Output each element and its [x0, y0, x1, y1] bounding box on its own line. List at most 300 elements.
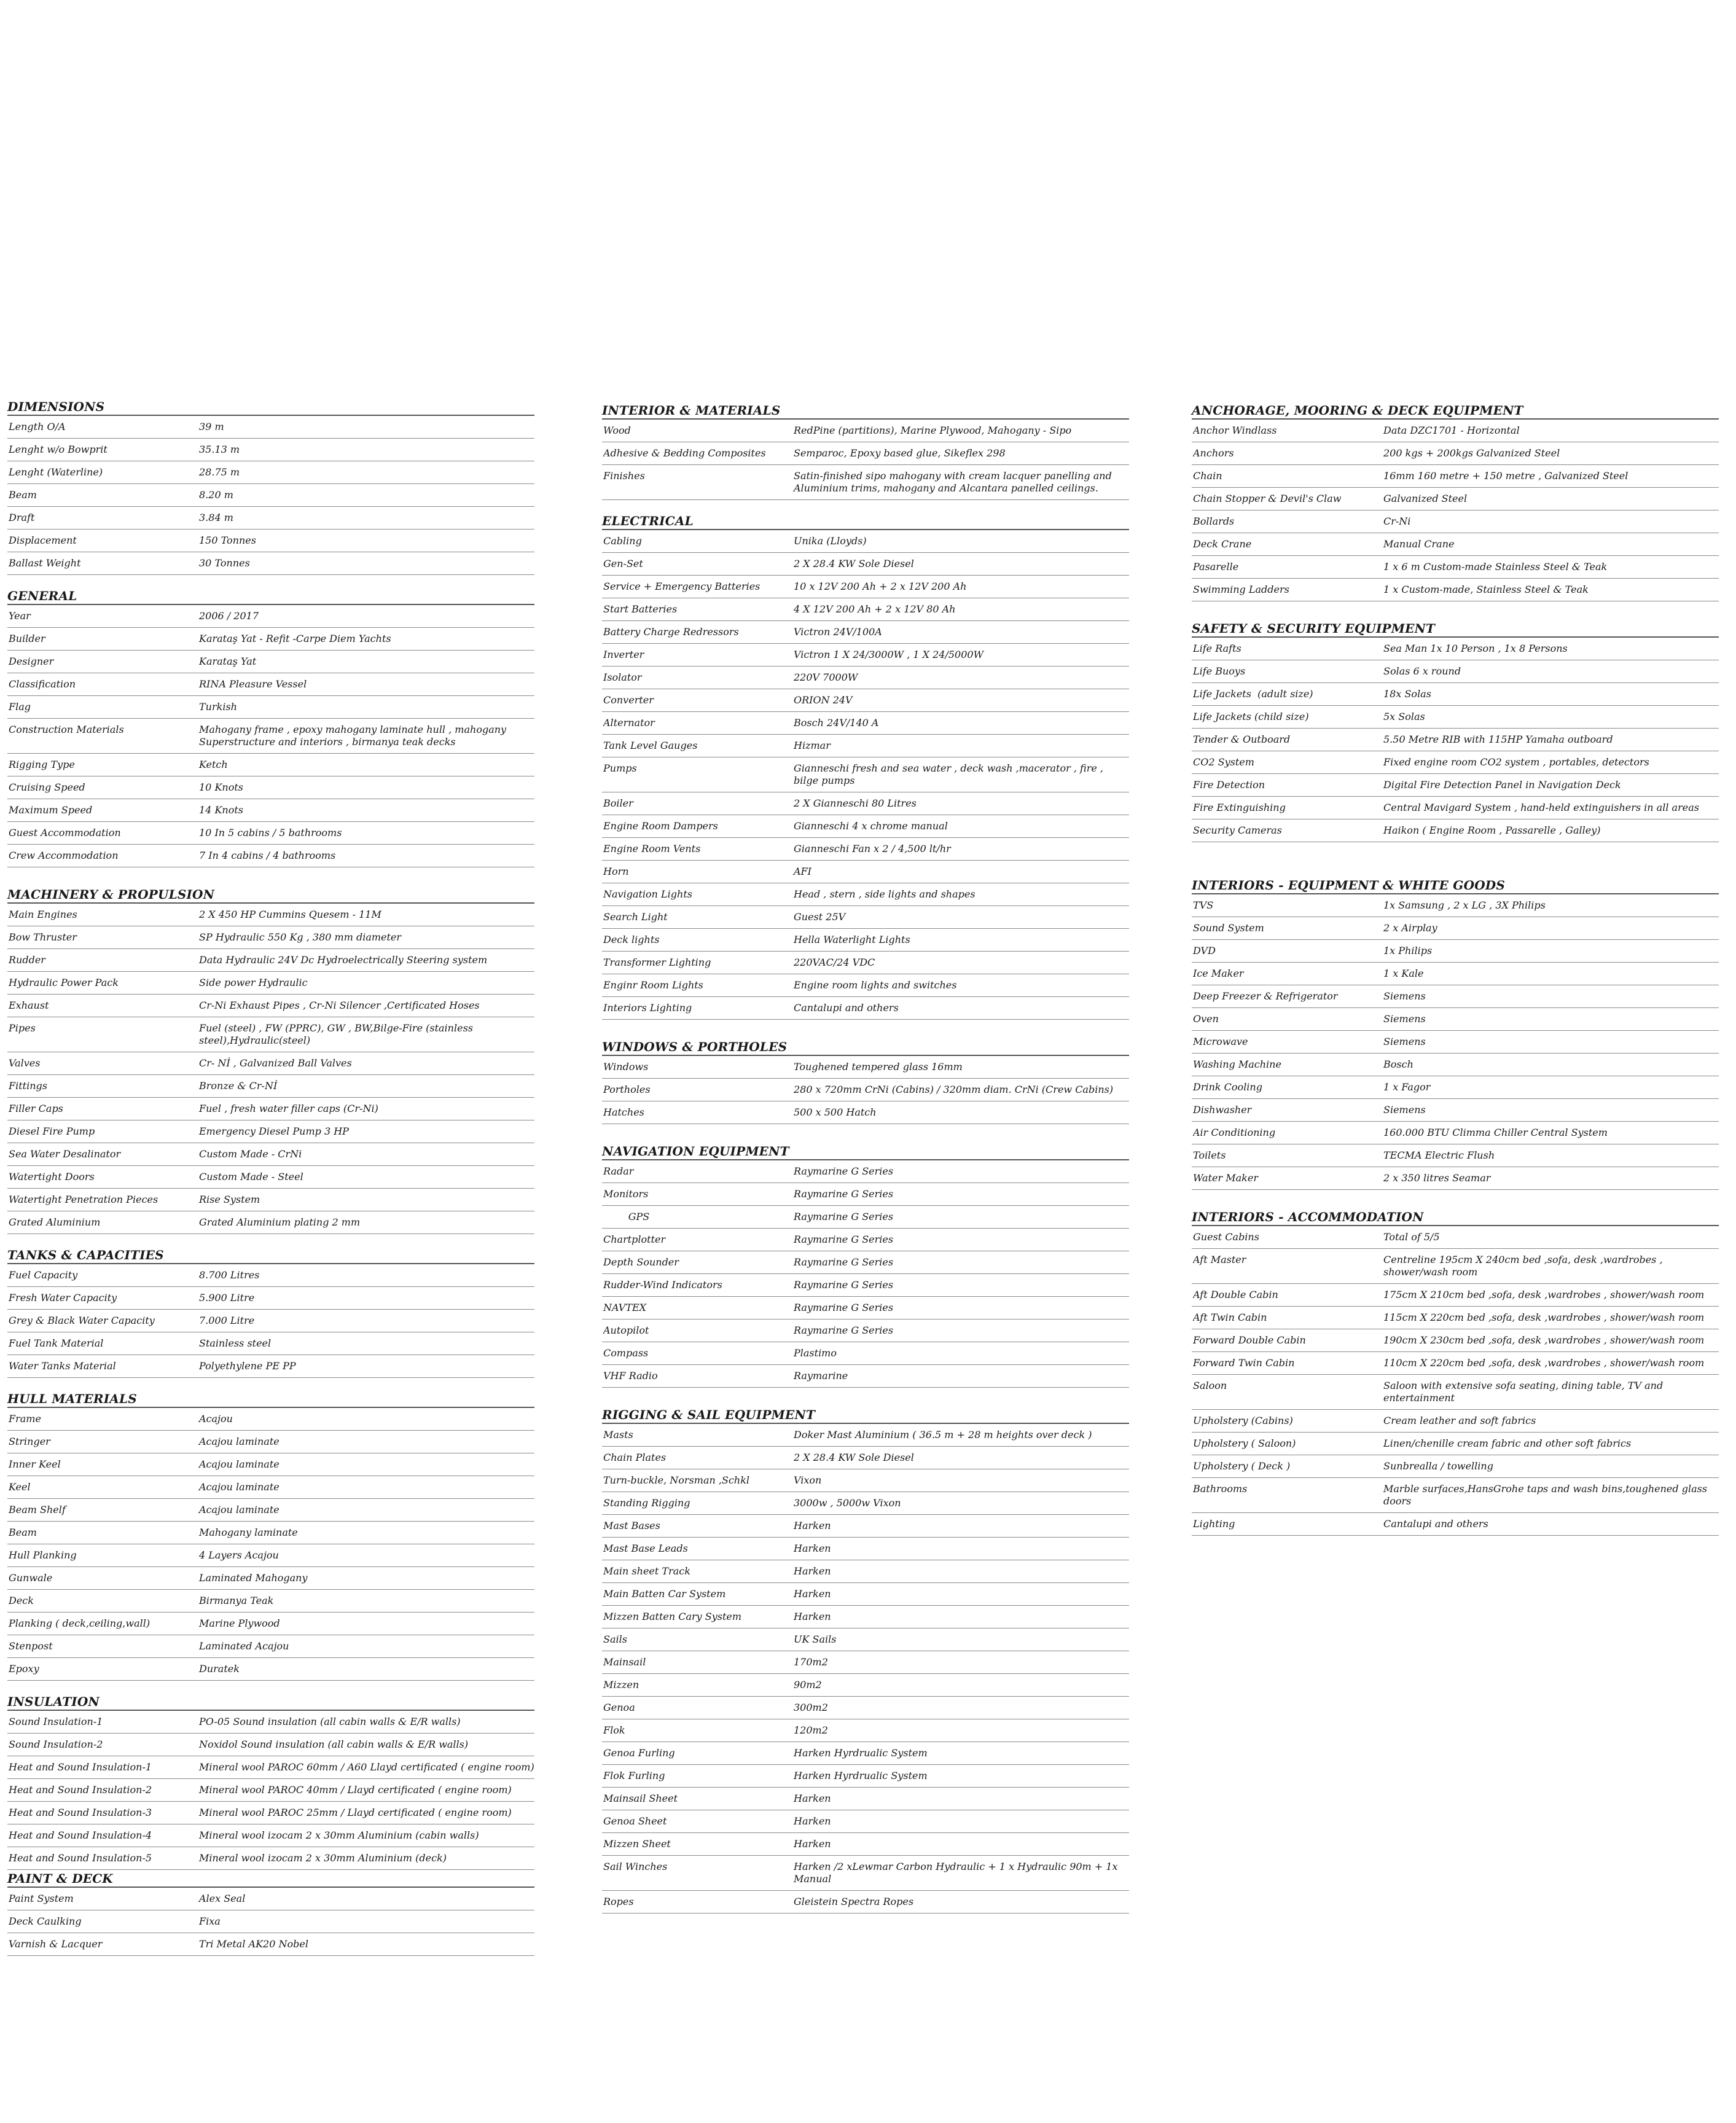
- spec-label: Masts: [603, 1429, 633, 1441]
- spec-row: [7, 696, 534, 719]
- spec-row: [1192, 465, 1719, 488]
- spec-label: Fuel Capacity: [9, 1269, 78, 1281]
- spec-label: Isolator: [603, 671, 642, 683]
- spec-row: [7, 1635, 534, 1658]
- spec-value: 2 X 28.4 KW Sole Diesel: [794, 1452, 914, 1463]
- spec-row: [7, 1779, 534, 1802]
- spec-row: [7, 1544, 534, 1567]
- spec-label: Paint System: [9, 1893, 74, 1904]
- spec-label: Varnish & Lacquer: [9, 1938, 103, 1950]
- spec-row: [7, 1098, 534, 1120]
- spec-value: Vixon: [794, 1474, 822, 1486]
- spec-rows: [7, 1711, 534, 1870]
- spec-value: Raymarine G Series: [794, 1279, 894, 1291]
- spec-label: Exhaust: [9, 999, 49, 1011]
- spec-row: [602, 997, 1129, 1020]
- spec-value: Linen/chenille cream fabric and other soft fabrics: [1383, 1437, 1632, 1449]
- spec-value: Guest 25V: [794, 911, 846, 923]
- spec-rows: [602, 1160, 1129, 1388]
- spec-value: Galvanized Steel: [1383, 493, 1468, 504]
- section-title: NAVIGATION EQUIPMENT: [602, 1143, 1129, 1160]
- spec-label: Life Buoys: [1193, 665, 1246, 677]
- spec-value: 170m2: [794, 1656, 828, 1668]
- spec-label: Hydraulic Power Pack: [9, 977, 119, 988]
- spec-value: Saloon with extensive sofa seating, dining table, TV and entertainment: [1383, 1380, 1664, 1404]
- section-windows-portholes: [602, 1038, 1129, 1124]
- spec-label: Toilets: [1193, 1149, 1226, 1161]
- spec-value: Sea Man 1x 10 Person , 1x 8 Persons: [1383, 643, 1568, 654]
- spec-row: [1192, 1307, 1719, 1329]
- spec-row: [7, 1017, 534, 1052]
- spec-row: [602, 1342, 1129, 1365]
- spec-label: Genoa Sheet: [603, 1815, 667, 1827]
- spec-value: Satin-finished sipo mahogany with cream lacquer panelling and Aluminium trims, mahogany and Alcantara panelled ceilings.: [794, 470, 1112, 494]
- spec-row: [7, 1590, 534, 1613]
- spec-rows: [1192, 420, 1719, 601]
- spec-label: Sound Insulation-2: [9, 1738, 103, 1750]
- spec-row: [1192, 1433, 1719, 1455]
- spec-row: [1192, 1410, 1719, 1433]
- spec-label: Anchor Windlass: [1193, 424, 1277, 436]
- spec-label: Epoxy: [9, 1663, 39, 1675]
- spec-label: Flag: [9, 701, 31, 713]
- spec-value: Laminated Acajou: [199, 1640, 289, 1652]
- spec-value: Digital Fire Detection Panel in Navigation Deck: [1383, 779, 1621, 791]
- spec-value: Doker Mast Aluminium ( 36.5 m + 28 m heights over deck ): [794, 1429, 1092, 1441]
- spec-label: Heat and Sound Insulation-5: [9, 1852, 152, 1864]
- section-title: DIMENSIONS: [7, 398, 534, 416]
- spec-row: [7, 1522, 534, 1544]
- spec-row: [7, 1332, 534, 1355]
- spec-row: [7, 904, 534, 926]
- spec-row: [602, 1765, 1129, 1788]
- spec-label: Bow Thruster: [9, 931, 77, 943]
- spec-label: Radar: [603, 1165, 634, 1177]
- spec-row: [602, 1229, 1129, 1251]
- spec-value: Harken Hyrdrualic System: [794, 1770, 928, 1781]
- spec-value: Hella Waterlight Lights: [794, 934, 910, 945]
- spec-value: Siemens: [1383, 1104, 1426, 1116]
- spec-label: Search Light: [603, 911, 668, 923]
- spec-label: Genoa: [603, 1702, 635, 1713]
- spec-label: Main Batten Car System: [603, 1588, 726, 1600]
- spec-value: Toughened tempered glass 16mm: [794, 1061, 963, 1073]
- spec-value: 5x Solas: [1383, 711, 1425, 722]
- spec-row: [7, 1166, 534, 1189]
- section-title: MACHINERY & PROPULSION: [7, 886, 534, 904]
- spec-value: PO-05 Sound insulation (all cabin walls & E/R walls): [199, 1716, 461, 1727]
- spec-row: [1192, 1008, 1719, 1031]
- spec-row: [7, 605, 534, 628]
- section-tanks-capacities: [7, 1246, 534, 1378]
- spec-value: Custom Made - Steel: [199, 1171, 303, 1183]
- spec-row: [7, 461, 534, 484]
- spec-row: [602, 1606, 1129, 1628]
- spec-value: Head , stern , side lights and shapes: [794, 888, 976, 900]
- spec-label: Washing Machine: [1193, 1058, 1281, 1070]
- spec-row: [7, 1847, 534, 1870]
- spec-label: Chain Plates: [603, 1452, 667, 1463]
- section-title: INTERIORS - ACCOMMODATION: [1192, 1208, 1719, 1226]
- spec-value: Cr-Ni: [1383, 515, 1411, 527]
- spec-row: [602, 929, 1129, 952]
- spec-row: [7, 1075, 534, 1098]
- spec-row: [1192, 917, 1719, 940]
- spec-value: 4 Layers Acajou: [199, 1549, 279, 1561]
- spec-row: [602, 442, 1129, 465]
- spec-label: Forward Twin Cabin: [1193, 1357, 1295, 1369]
- spec-row: [7, 1264, 534, 1287]
- spec-row: [602, 1538, 1129, 1560]
- spec-label: Planking ( deck,ceiling,wall): [9, 1617, 151, 1629]
- spec-value: Marble surfaces,HansGrohe taps and wash bins,toughened glass doors: [1383, 1483, 1708, 1507]
- spec-value: 30 Tonnes: [199, 557, 250, 569]
- spec-rows: [1192, 1226, 1719, 1536]
- spec-value: Cantalupi and others: [794, 1002, 899, 1014]
- spec-row: [1192, 894, 1719, 917]
- spec-label: Forward Double Cabin: [1193, 1334, 1306, 1346]
- spec-rows: [7, 904, 534, 1234]
- spec-value: 8.20 m: [199, 489, 233, 501]
- spec-value: Bosch 24V/140 A: [794, 717, 879, 729]
- spec-label: Tender & Outboard: [1193, 733, 1291, 745]
- spec-row: [602, 1891, 1129, 1914]
- section-anchorage-mooring: [1192, 402, 1719, 601]
- spec-rows: [1192, 638, 1719, 842]
- spec-label: Heat and Sound Insulation-2: [9, 1784, 152, 1796]
- section-title: ANCHORAGE, MOORING & DECK EQUIPMENT: [1192, 402, 1719, 420]
- spec-label: Genoa Furling: [603, 1747, 675, 1759]
- spec-row: [602, 861, 1129, 883]
- section-title: INTERIORS - EQUIPMENT & WHITE GOODS: [1192, 877, 1719, 894]
- spec-value: Grated Aluminium plating 2 mm: [199, 1216, 361, 1228]
- spec-label: Hatches: [603, 1106, 644, 1118]
- spec-label: Fuel Tank Material: [9, 1337, 104, 1349]
- spec-label: Hull Planking: [9, 1549, 77, 1561]
- spec-row: [1192, 660, 1719, 683]
- spec-row: [7, 552, 534, 575]
- spec-value: Bronze & Cr-Nİ: [199, 1080, 278, 1092]
- spec-value: Hizmar: [794, 740, 831, 751]
- spec-row: [602, 883, 1129, 906]
- spec-label: Autopilot: [603, 1324, 649, 1336]
- spec-label: Engine Room Vents: [603, 843, 701, 854]
- spec-label: Stenpost: [9, 1640, 53, 1652]
- spec-value: Harken: [794, 1815, 831, 1827]
- spec-rows: [602, 1056, 1129, 1124]
- spec-label: Cruising Speed: [9, 781, 85, 793]
- spec-label: Crew Accommodation: [9, 850, 119, 861]
- spec-row: [7, 754, 534, 776]
- spec-row: [1192, 940, 1719, 963]
- spec-row: [7, 776, 534, 799]
- spec-row: [1192, 420, 1719, 442]
- spec-value: 10 Knots: [199, 781, 243, 793]
- spec-value: Mineral wool PAROC 25mm / Llayd certificated ( engine room): [199, 1807, 512, 1818]
- spec-row: [7, 484, 534, 507]
- spec-label: Guest Cabins: [1193, 1231, 1259, 1243]
- spec-label: Maximum Speed: [9, 804, 93, 816]
- section-title: GENERAL: [7, 587, 534, 605]
- section-navigation-equipment: [602, 1143, 1129, 1388]
- spec-row: [602, 1651, 1129, 1674]
- section-hull-materials: [7, 1390, 534, 1681]
- spec-value: 300m2: [794, 1702, 828, 1713]
- spec-value: Siemens: [1383, 1036, 1426, 1047]
- spec-label: Valves: [9, 1057, 41, 1069]
- spec-label: Beam: [9, 1527, 37, 1538]
- spec-row: [1192, 638, 1719, 660]
- spec-label: Bollards: [1193, 515, 1235, 527]
- spec-value: Duratek: [199, 1663, 240, 1675]
- spec-rows: [602, 1424, 1129, 1914]
- spec-value: Engine room lights and switches: [794, 979, 957, 991]
- spec-value: 200 kgs + 200kgs Galvanized Steel: [1383, 447, 1560, 459]
- spec-value: 2 x 350 litres Seamar: [1383, 1172, 1491, 1184]
- spec-row: [7, 1824, 534, 1847]
- spec-row: [602, 757, 1129, 792]
- spec-value: Raymarine G Series: [794, 1324, 894, 1336]
- spec-row: [7, 822, 534, 845]
- section-interior-materials: [602, 402, 1129, 500]
- spec-label: Guest Accommodation: [9, 827, 121, 839]
- spec-value: 7 In 4 cabins / 4 bathrooms: [199, 850, 336, 861]
- spec-value: Fuel , fresh water filler caps (Cr-Ni): [199, 1103, 378, 1114]
- spec-value: Centreline 195cm X 240cm bed ,sofa, desk ,wardrobes , shower/wash room: [1383, 1254, 1663, 1278]
- spec-label: Life Jackets (child size): [1193, 711, 1309, 722]
- spec-row: [602, 689, 1129, 712]
- spec-value: Manual Crane: [1383, 538, 1455, 550]
- spec-value: Gianneschi 4 x chrome manual: [794, 820, 948, 832]
- spec-label: Sound System: [1193, 922, 1264, 934]
- spec-value: Ketch: [199, 759, 228, 770]
- section-title: WINDOWS & PORTHOLES: [602, 1038, 1129, 1056]
- spec-label: Security Cameras: [1193, 824, 1282, 836]
- spec-row: [602, 1674, 1129, 1697]
- spec-row: [602, 1697, 1129, 1719]
- spec-row: [7, 1052, 534, 1075]
- spec-row: [1192, 1478, 1719, 1513]
- spec-value: Haikon ( Engine Room , Passarelle , Galley): [1383, 824, 1601, 836]
- spec-row: [602, 1469, 1129, 1492]
- spec-label: Classification: [9, 678, 76, 690]
- spec-row: [602, 644, 1129, 667]
- spec-row: [7, 1613, 534, 1635]
- spec-value: Fixa: [199, 1915, 221, 1927]
- spec-value: Unika (Lloyds): [794, 535, 867, 547]
- spec-value: 2 X 450 HP Cummins Quesem - 11M: [199, 909, 381, 920]
- spec-label: Upholstery (Cabins): [1193, 1415, 1293, 1426]
- spec-value: Fixed engine room CO2 system , portables, detectors: [1383, 756, 1649, 768]
- spec-label: Turn-buckle, Norsman ,Schkl: [603, 1474, 750, 1486]
- spec-value: 7.000 Litre: [199, 1315, 255, 1326]
- spec-row: [602, 1274, 1129, 1297]
- spec-value: Data DZC1701 - Horizontal: [1383, 424, 1520, 436]
- spec-value: Gianneschi fresh and sea water , deck wash ,macerator , fire , bilge pumps: [794, 762, 1103, 786]
- spec-row: [1192, 1249, 1719, 1284]
- spec-label: Mainsail: [603, 1656, 646, 1668]
- spec-row: [1192, 819, 1719, 842]
- spec-label: Navigation Lights: [603, 888, 692, 900]
- spec-row: [7, 1499, 534, 1522]
- spec-row: [602, 1206, 1129, 1229]
- spec-row: [1192, 1455, 1719, 1478]
- spec-label: Stringer: [9, 1436, 50, 1447]
- spec-value: Cr-Ni Exhaust Pipes , Cr-Ni Silencer ,Certificated Hoses: [199, 999, 480, 1011]
- spec-value: Solas 6 x round: [1383, 665, 1461, 677]
- spec-row: [602, 667, 1129, 689]
- spec-label: Mast Bases: [603, 1520, 660, 1531]
- spec-value: Custom Made - CrNi: [199, 1148, 302, 1160]
- spec-rows: [7, 416, 534, 575]
- spec-value: Emergency Diesel Pump 3 HP: [199, 1125, 349, 1137]
- spec-value: 18x Solas: [1383, 688, 1431, 700]
- spec-label: Designer: [9, 655, 54, 667]
- spec-row: [602, 1183, 1129, 1206]
- spec-row: [602, 1742, 1129, 1765]
- spec-row: [602, 712, 1129, 735]
- spec-label: Mizzen: [603, 1679, 639, 1691]
- spec-label: Pasarelle: [1193, 561, 1239, 573]
- spec-row: [1192, 1167, 1719, 1190]
- spec-value: Mineral wool izocam 2 x 30mm Aluminium (deck): [199, 1852, 447, 1864]
- spec-row: [7, 1734, 534, 1756]
- spec-label: Draft: [9, 512, 35, 523]
- spec-value: Harken: [794, 1565, 831, 1577]
- spec-value: Raymarine G Series: [794, 1302, 894, 1313]
- spec-label: Horn: [603, 866, 629, 877]
- spec-row: [7, 673, 534, 696]
- section-paint-deck: [7, 1870, 534, 1956]
- spec-row: [7, 651, 534, 673]
- spec-value: 35.13 m: [199, 444, 240, 455]
- spec-row: [7, 1756, 534, 1779]
- spec-row: [602, 1056, 1129, 1079]
- spec-label: Flok: [603, 1724, 625, 1736]
- spec-value: Mahogany frame , epoxy mahogany laminate hull , mahogany Superstructure and interiors , birmanya teak decks: [199, 724, 507, 748]
- spec-label: Ballast Weight: [9, 557, 81, 569]
- spec-row: [602, 1515, 1129, 1538]
- spec-value: Harken: [794, 1611, 831, 1622]
- spec-row: [7, 1189, 534, 1211]
- spec-row: [7, 416, 534, 439]
- spec-label: Length O/A: [9, 421, 66, 432]
- spec-value: 1x Samsung , 2 x LG , 3X Philips: [1383, 899, 1546, 911]
- spec-value: Cr- Nİ , Galvanized Ball Valves: [199, 1057, 352, 1069]
- spec-label: Pumps: [603, 762, 637, 774]
- spec-value: 220V 7000W: [794, 671, 858, 683]
- spec-row: [1192, 774, 1719, 797]
- spec-label: Wood: [603, 424, 631, 436]
- spec-value: 5.900 Litre: [199, 1292, 255, 1304]
- spec-row: [1192, 579, 1719, 601]
- spec-row: [602, 1583, 1129, 1606]
- spec-label: Lenght w/o Bowprit: [9, 444, 108, 455]
- spec-value: Fuel (steel) , FW (PPRC), GW , BW,Bilge-Fire (stainless steel),Hydraulic(steel): [199, 1022, 473, 1046]
- spec-label: Displacement: [9, 534, 77, 546]
- spec-label: Alternator: [603, 717, 655, 729]
- spec-label: Beam: [9, 489, 37, 501]
- spec-label: Builder: [9, 633, 45, 644]
- spec-label: Fire Extinguishing: [1193, 802, 1286, 813]
- spec-row: [602, 465, 1129, 500]
- spec-row: [602, 1079, 1129, 1101]
- spec-row: [1192, 1352, 1719, 1375]
- spec-value: Victron 1 X 24/3000W , 1 X 24/5000W: [794, 649, 984, 660]
- spec-value: Harken Hyrdrualic System: [794, 1747, 928, 1759]
- spec-row: [602, 553, 1129, 576]
- spec-row: [1192, 985, 1719, 1008]
- spec-row: [602, 906, 1129, 929]
- spec-row: [602, 1788, 1129, 1810]
- section-title: INTERIOR & MATERIALS: [602, 402, 1129, 420]
- spec-label: Microwave: [1193, 1036, 1248, 1047]
- spec-label: Ropes: [603, 1896, 634, 1907]
- spec-label: Main Engines: [9, 909, 77, 920]
- spec-label: Gen-Set: [603, 558, 643, 569]
- spec-row: [1192, 1375, 1719, 1410]
- spec-label: Watertight Penetration Pieces: [9, 1194, 158, 1205]
- spec-label: Inner Keel: [9, 1458, 61, 1470]
- spec-value: 115cm X 220cm bed ,sofa, desk ,wardrobes , shower/wash room: [1383, 1312, 1705, 1323]
- spec-row: [7, 719, 534, 754]
- section-title: TANKS & CAPACITIES: [7, 1246, 534, 1264]
- spec-label: TVS: [1193, 899, 1214, 911]
- spec-value: 90m2: [794, 1679, 822, 1691]
- spec-label: Mast Base Leads: [603, 1542, 688, 1554]
- spec-value: Plastimo: [794, 1347, 837, 1359]
- spec-value: 500 x 500 Hatch: [794, 1106, 877, 1118]
- spec-label: Adhesive & Bedding Composites: [603, 447, 766, 459]
- spec-value: Acajou laminate: [199, 1436, 280, 1447]
- spec-value: SP Hydraulic 550 Kg , 380 mm diameter: [199, 931, 402, 943]
- section-title: HULL MATERIALS: [7, 1390, 534, 1408]
- spec-label: Depth Sounder: [603, 1256, 679, 1268]
- spec-label: Deck: [9, 1595, 34, 1606]
- spec-label: CO2 System: [1193, 756, 1254, 768]
- spec-row: [7, 628, 534, 651]
- spec-label: Rudder-Wind Indicators: [603, 1279, 722, 1291]
- spec-value: Harken: [794, 1793, 831, 1804]
- spec-row: [602, 952, 1129, 974]
- spec-value: Mahogany laminate: [199, 1527, 298, 1538]
- spec-label: Aft Double Cabin: [1193, 1289, 1278, 1300]
- spec-row: [7, 1310, 534, 1332]
- spec-value: Mineral wool izocam 2 x 30mm Aluminium (cabin walls): [199, 1829, 479, 1841]
- spec-label: Diesel Fire Pump: [9, 1125, 95, 1137]
- spec-value: 150 Tonnes: [199, 534, 256, 546]
- spec-value: Raymarine G Series: [794, 1165, 894, 1177]
- spec-label: Transformer Lighting: [603, 956, 711, 968]
- spec-row: [602, 598, 1129, 621]
- spec-rows: [1192, 894, 1719, 1190]
- spec-value: Data Hydraulic 24V Dc Hydroelectrically Steering system: [199, 954, 488, 966]
- spec-row: [1192, 556, 1719, 579]
- spec-row: [602, 1365, 1129, 1388]
- spec-label: Deep Freezer & Refrigerator: [1193, 990, 1338, 1002]
- spec-label: Sea Water Desalinator: [9, 1148, 121, 1160]
- spec-value: Marine Plywood: [199, 1617, 280, 1629]
- spec-column-3: [1192, 402, 1719, 1536]
- spec-row: [7, 1287, 534, 1310]
- spec-row: [7, 1910, 534, 1933]
- spec-value: Acajou: [199, 1413, 233, 1425]
- spec-label: Gunwale: [9, 1572, 53, 1584]
- spec-row: [7, 949, 534, 972]
- spec-value: 1x Philips: [1383, 945, 1433, 956]
- spec-value: 14 Knots: [199, 804, 243, 816]
- spec-row: [1192, 1329, 1719, 1352]
